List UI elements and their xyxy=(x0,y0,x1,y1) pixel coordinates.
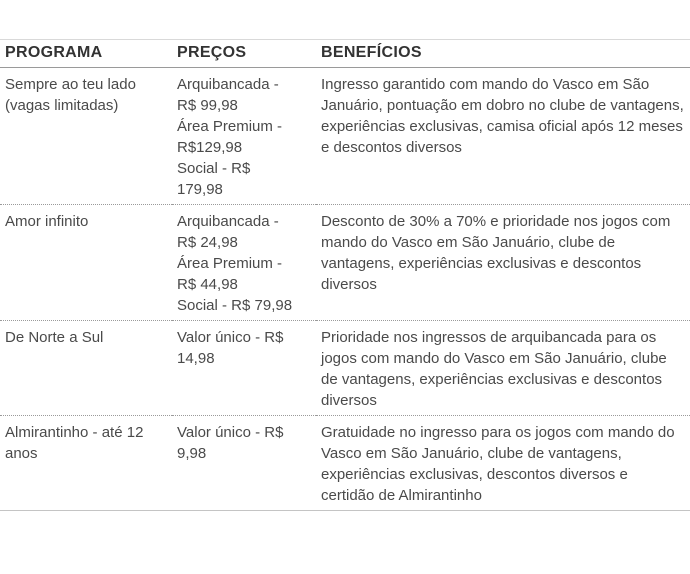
header-row xyxy=(0,40,690,68)
cell-precos: Arquibancada - R$ 99,98 Área Premium - R$129,98 Social - R$ 179,98 xyxy=(172,68,316,205)
cell-precos: Valor único - R$ 9,98 xyxy=(172,416,316,511)
table-row xyxy=(0,416,690,511)
cell-programa: Sempre ao teu lado (vagas limitadas) xyxy=(0,68,172,205)
header-precos: PREÇOS xyxy=(172,40,316,68)
cell-precos: Arquibancada - R$ 24,98 Área Premium - R$ 44,98 Social - R$ 79,98 xyxy=(172,205,316,321)
cell-beneficios: Ingresso garantido com mando do Vasco em São Januário, pontuação em dobro no clube de vantagens, experiências exclusivas, camisa oficial após 12 meses e descontos diversos xyxy=(316,68,690,205)
header-programa: PROGRAMA xyxy=(0,40,172,68)
programs-table xyxy=(0,39,690,511)
cell-programa: Almirantinho - até 12 anos xyxy=(0,416,172,511)
cell-programa: Amor infinito xyxy=(0,205,172,321)
programs-table-container xyxy=(0,39,690,511)
table-header xyxy=(0,40,690,68)
table-row xyxy=(0,205,690,321)
header-beneficios: BENEFÍCIOS xyxy=(316,40,690,68)
cell-beneficios: Gratuidade no ingresso para os jogos com mando do Vasco em São Januário, clube de vantagens, experiências exclusivas, descontos diversos e certidão de Almirantinho xyxy=(316,416,690,511)
table-body xyxy=(0,68,690,511)
cell-beneficios: Prioridade nos ingressos de arquibancada para os jogos com mando do Vasco em São Januário, clube de vantagens, experiências exclusivas e descontos diversos xyxy=(316,321,690,416)
cell-beneficios: Desconto de 30% a 70% e prioridade nos jogos com mando do Vasco em São Januário, clube de vantagens, experiências exclusivas e descontos diversos xyxy=(316,205,690,321)
cell-programa: De Norte a Sul xyxy=(0,321,172,416)
cell-precos: Valor único - R$ 14,98 xyxy=(172,321,316,416)
table-row xyxy=(0,321,690,416)
table-row xyxy=(0,68,690,205)
